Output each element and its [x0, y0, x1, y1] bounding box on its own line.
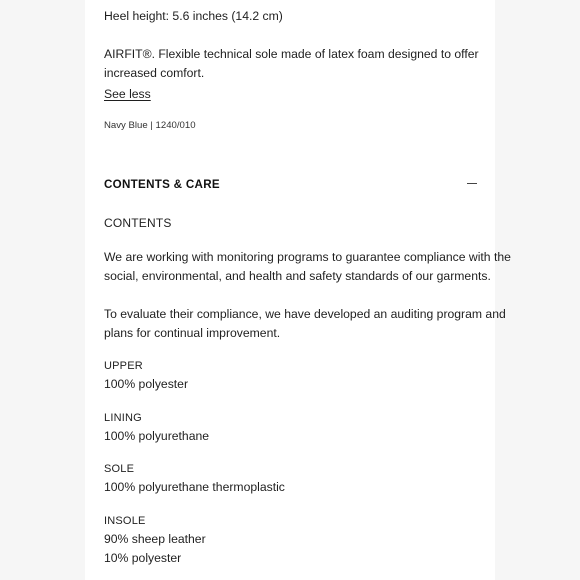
compliance-paragraph-line-1: We are working with monitoring programs to guarantee compliance with the: [104, 250, 511, 264]
color-reference: Navy Blue | 1240/010: [104, 120, 196, 131]
sole-value: 100% polyurethane thermoplastic: [104, 480, 285, 494]
sole-label: SOLE: [104, 463, 135, 475]
audit-paragraph-line-1: To evaluate their compliance, we have developed an auditing program and: [104, 307, 506, 321]
compliance-paragraph-line-2: social, environmental, and health and safety standards of our garments.: [104, 269, 491, 283]
see-less-link[interactable]: See less: [104, 87, 151, 101]
sole-description-line-2: increased comfort.: [104, 66, 205, 80]
lining-label: LINING: [104, 412, 142, 424]
upper-value: 100% polyester: [104, 377, 189, 391]
insole-value-2: 10% polyester: [104, 551, 182, 565]
audit-paragraph-line-2: plans for continual improvement.: [104, 326, 281, 340]
upper-label: UPPER: [104, 360, 143, 372]
contents-subheading: CONTENTS: [104, 216, 172, 230]
insole-value-1: 90% sheep leather: [104, 532, 206, 546]
insole-label: INSOLE: [104, 515, 146, 527]
contents-care-title[interactable]: CONTENTS & CARE: [104, 178, 220, 191]
minus-icon[interactable]: [467, 183, 477, 184]
lining-value: 100% polyurethane: [104, 429, 210, 443]
sole-description-line-1: AIRFIT®. Flexible technical sole made of latex foam designed to offer: [104, 47, 479, 61]
heel-height-text: Heel height: 5.6 inches (14.2 cm): [104, 9, 283, 23]
